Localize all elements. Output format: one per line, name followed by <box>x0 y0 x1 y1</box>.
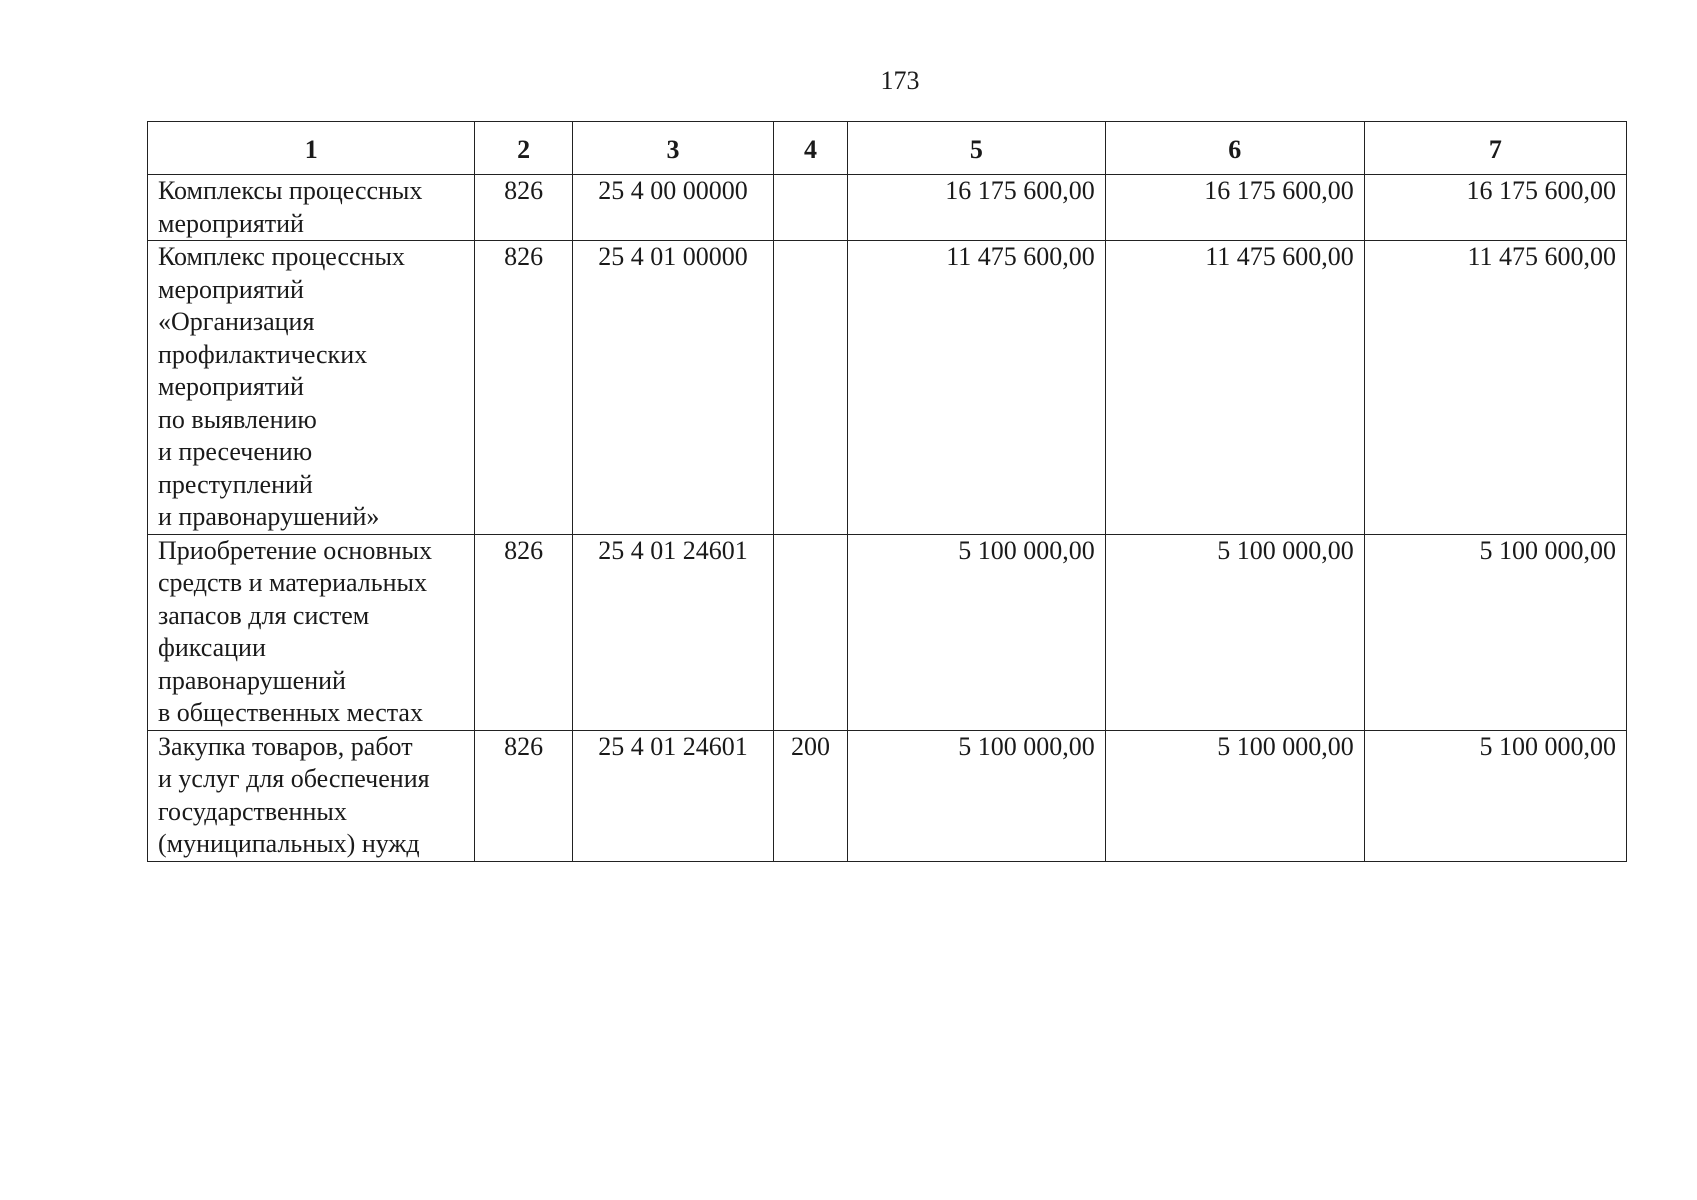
row-name-cell: Комплексы процессных мероприятий <box>148 175 475 241</box>
table-header-row <box>148 122 1627 175</box>
row-col3-cell: 25 4 01 24601 <box>572 534 773 730</box>
row-col2-cell: 826 <box>475 241 572 535</box>
row-col7-cell: 5 100 000,00 <box>1364 534 1626 730</box>
row-name-cell: Приобретение основных средств и материальных запасов для систем фиксации правонарушений в общественных местах <box>148 534 475 730</box>
row-col4-cell <box>774 241 848 535</box>
column-header-7: 7 <box>1364 122 1626 175</box>
page-number: 173 <box>880 66 920 95</box>
row-col6-cell: 16 175 600,00 <box>1105 175 1364 241</box>
row-col7-cell: 5 100 000,00 <box>1364 730 1626 861</box>
row-col7-cell: 16 175 600,00 <box>1364 175 1626 241</box>
row-col3-cell: 25 4 01 00000 <box>572 241 773 535</box>
table-row <box>148 534 1627 730</box>
table-row <box>148 241 1627 535</box>
row-name-cell: Комплекс процессных мероприятий «Организация профилактических мероприятий по выявлению и пресечению преступлений и правонарушений» <box>148 241 475 535</box>
row-col2-cell: 826 <box>475 175 572 241</box>
row-col4-cell <box>774 175 848 241</box>
row-col5-cell: 11 475 600,00 <box>847 241 1105 535</box>
row-col3-cell: 25 4 01 24601 <box>572 730 773 861</box>
row-col7-cell: 11 475 600,00 <box>1364 241 1626 535</box>
column-header-6: 6 <box>1105 122 1364 175</box>
table-row <box>148 730 1627 861</box>
row-col2-cell: 826 <box>475 534 572 730</box>
column-header-5: 5 <box>847 122 1105 175</box>
row-col6-cell: 5 100 000,00 <box>1105 730 1364 861</box>
column-header-3: 3 <box>572 122 773 175</box>
row-col5-cell: 16 175 600,00 <box>847 175 1105 241</box>
row-col2-cell: 826 <box>475 730 572 861</box>
row-name-cell: Закупка товаров, работ и услуг для обеспечения государственных (муниципальных) нужд <box>148 730 475 861</box>
row-col4-cell: 200 <box>774 730 848 861</box>
row-col6-cell: 5 100 000,00 <box>1105 534 1364 730</box>
column-header-4: 4 <box>774 122 848 175</box>
row-col6-cell: 11 475 600,00 <box>1105 241 1364 535</box>
column-header-2: 2 <box>475 122 572 175</box>
column-header-1: 1 <box>148 122 475 175</box>
row-col3-cell: 25 4 00 00000 <box>572 175 773 241</box>
row-col5-cell: 5 100 000,00 <box>847 534 1105 730</box>
table-row <box>148 175 1627 241</box>
row-col4-cell <box>774 534 848 730</box>
row-col5-cell: 5 100 000,00 <box>847 730 1105 861</box>
budget-table <box>147 121 1627 862</box>
